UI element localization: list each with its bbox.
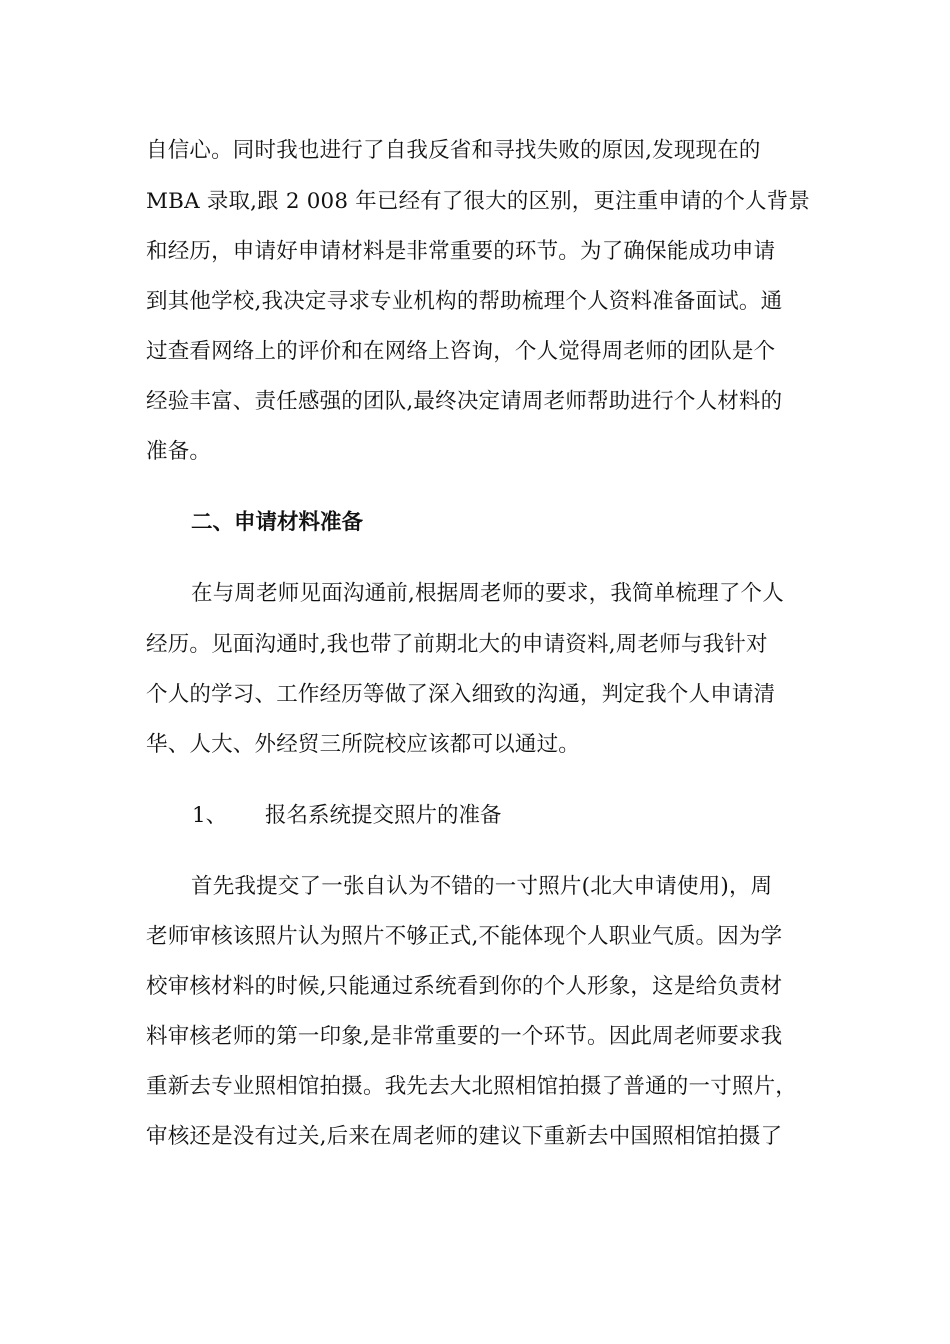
paragraph-2-line-1: 在与周老师见面沟通前,根据周老师的要求，我简单梳理了个人 — [191, 581, 784, 606]
paragraph-1-line-2: MBA 录取,跟 2 008 年已经有了很大的区别，更注重申请的个人背景 — [146, 189, 810, 214]
paragraph-2-line-2: 经历。见面沟通时,我也带了前期北大的申请资料,周老师与我针对 — [146, 632, 768, 657]
paragraph-3-line-3: 校审核材料的时候,只能通过系统看到你的个人形象，这是给负责材 — [146, 974, 783, 999]
paragraph-1-line-5: 过查看网络上的评价和在网络上咨询，个人觉得周老师的团队是个 — [146, 339, 776, 364]
paragraph-2-line-3: 个人的学习、工作经历等做了深入细致的沟通，判定我个人申请清 — [146, 682, 776, 707]
list-item-text: 报名系统提交照片的准备 — [265, 803, 502, 828]
paragraph-3-line-1: 首先我提交了一张自认为不错的一寸照片(北大申请使用)，周 — [191, 874, 773, 899]
paragraph-1-line-4: 到其他学校,我决定寻求专业机构的帮助梳理个人资料准备面试。通 — [146, 289, 783, 314]
paragraph-2-line-4: 华、人大、外经贸三所院校应该都可以通过。 — [146, 732, 581, 757]
paragraph-3-line-2: 老师审核该照片认为照片不够正式,不能体现个人职业气质。因为学 — [146, 924, 783, 949]
paragraph-1-line-1: 自信心。同时我也进行了自我反省和寻找失败的原因,发现现在的 — [146, 138, 761, 163]
paragraph-1-line-6: 经验丰富、责任感强的团队,最终决定请周老师帮助进行个人材料的 — [146, 389, 783, 414]
paragraph-3-line-6: 审核还是没有过关,后来在周老师的建议下重新去中国照相馆拍摄了 — [146, 1124, 783, 1149]
paragraph-1-line-7: 准备。 — [146, 439, 212, 464]
paragraph-3-line-5: 重新去专业照相馆拍摄。我先去大北照相馆拍摄了普通的一寸照片， — [146, 1074, 798, 1099]
section-heading: 二、申请材料准备 — [191, 510, 364, 535]
list-item-number: 1、 — [192, 803, 228, 828]
paragraph-3-line-4: 料审核老师的第一印象,是非常重要的一个环节。因此周老师要求我 — [146, 1024, 783, 1049]
paragraph-1-line-3: 和经历，申请好申请材料是非常重要的环节。为了确保能成功申请 — [146, 239, 776, 264]
